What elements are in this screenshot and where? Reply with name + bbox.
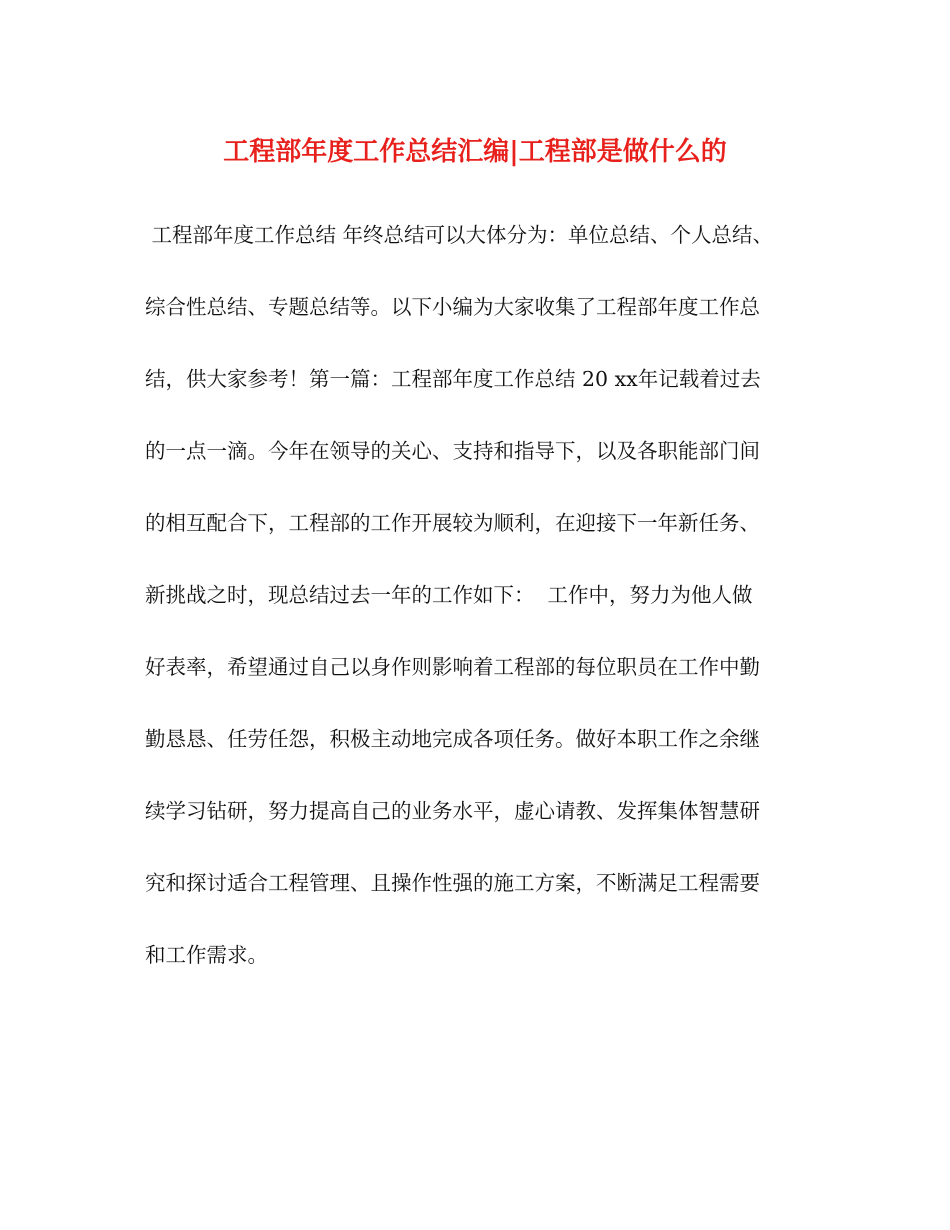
body-line: 的相互配合下，工程部的工作开展较为顺利，在迎接下一年新任务、: [145, 511, 760, 535]
body-line: 和工作需求。: [145, 943, 268, 967]
body-line: 工程部年度工作总结 年终总结可以大体分为：单位总结、个人总结、: [145, 223, 774, 247]
body-line: 勤恳恳、任劳任怨，积极主动地完成各项任务。做好本职工作之余继: [145, 727, 760, 751]
body-line: 结，供大家参考！第一篇：工程部年度工作总结 20 xx年记载着过去: [145, 367, 761, 391]
body-line: 新挑战之时，现总结过去一年的工作如下： 工作中，努力为他人做: [145, 583, 753, 607]
body-line: 的一点一滴。今年在领导的关心、支持和指导下，以及各职能部门间: [145, 439, 760, 463]
body-line: 好表率，希望通过自己以身作则影响着工程部的每位职员在工作中勤: [145, 655, 760, 679]
body-line: 究和探讨适合工程管理、且操作性强的施工方案，不断满足工程需要: [145, 871, 760, 895]
body-line: 综合性总结、专题总结等。以下小编为大家收集了工程部年度工作总: [145, 295, 760, 319]
body-line: 续学习钻研，努力提高自己的业务水平，虚心请教、发挥集体智慧研: [145, 799, 760, 823]
document-title: 工程部年度工作总结汇编|工程部是做什么的: [223, 137, 727, 167]
